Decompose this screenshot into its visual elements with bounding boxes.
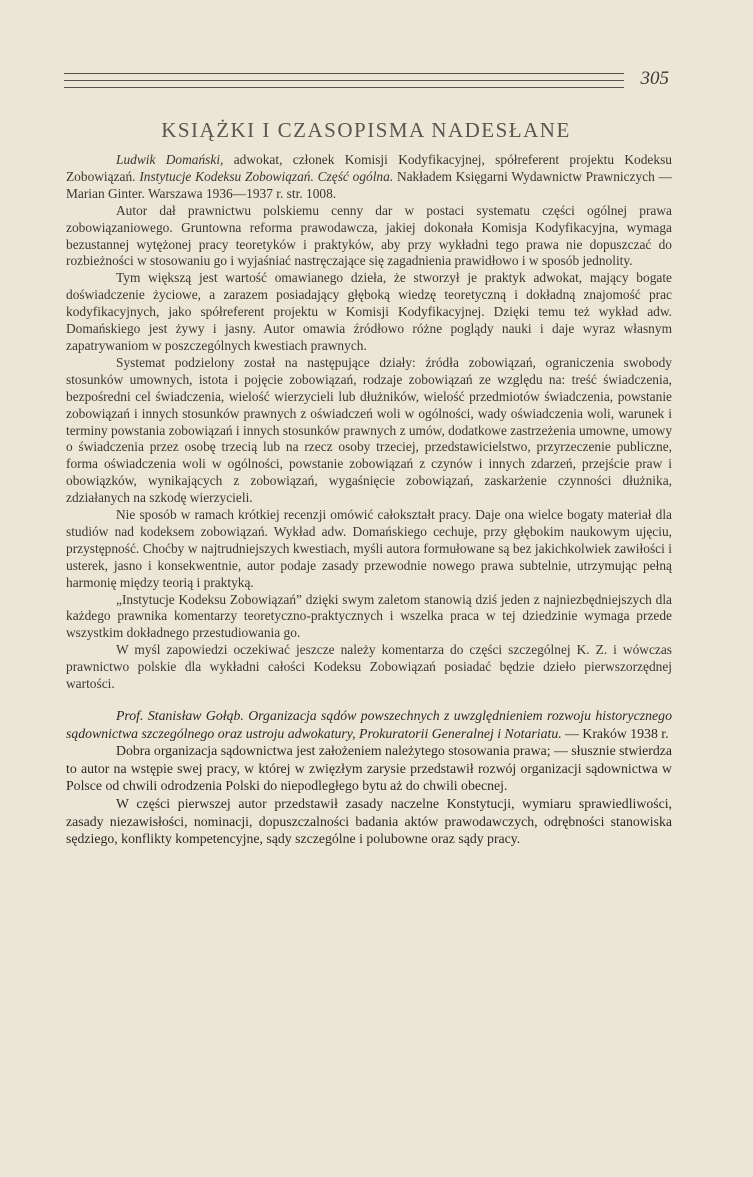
review-1-paragraph: W myśl zapowiedzi oczekiwać jeszcze należy komentarza do części szczególnej K. Z. i wówczas prawnictwo polskie dla wykładni całości Kodeksu Zobowiązań posiadać będzie dzieło pierwszorzędnej wartości. <box>66 642 672 692</box>
review-1-paragraph: Systemat podzielony został na następujące działy: źródła zobowiązań, ograniczenia swobody stosunków umownych, istota i pojęcie zobowiązań, rodzaje zobowiązań ze względu na: treść świadczenia, bezpośredni cel świadczenia, wielość wierzycieli lub dłużników, wielość przedmiotów świadczenia, powstanie zobowiązań i innych stosunków prawnych z oświadczeń woli w ogólności, wady oświadczenia woli, warunek i terminy powstania zobowiązań i innych stosunków prawnych z umów, dodatkowe zastrzeżenia umowne, umowy o świadczenia przez osobę trzecią lub na rzecz osoby trzeciej, przedstawicielstwo, przyrzeczenie publiczne, forma oświadczenia woli w ogólności, powstanie zobowiązań z czynów i innych zdarzeń, przejście praw i obowiązków, wynikających z zobowiązań, wygaśnięcie zobowiązań, zaskarżenie czynności dłużnika, zdziałanych na szkodę wierzycieli. <box>66 354 673 506</box>
review-2-citation <box>66 707 672 742</box>
page-number: 305 <box>640 68 669 89</box>
review-1-author-description: adwokat, członek Komisji Kodyfikacyjnej, spółreferent projektu Kodeksu Zobowiązań. <box>66 152 672 184</box>
review-1-book-title: Instytucje Kodeksu Zobowiązań. Część ogólna. <box>139 168 394 184</box>
review-2-book-title: Organizacja sądów powszechnych z uwzględnieniem rozwoju historycznego sądownictwa szczególnego oraz ustroju adwokatury, Prokuratorii Generalnej i Notariatu. <box>66 708 672 741</box>
review-1-paragraph: Autor dał prawnictwu polskiemu cenny dar w postaci systematu części ogólnej prawa zobowiązaniowego. Gruntowna reforma prawodawcza, jakiej dokonała Komisja Kodyfikacyjna, wymaga bezustannej wytężonej pracy teoretyków i praktyków, aby przy wykładni tego prawa nie dopuszczać do rozbieżności w stosowaniu go i wyjaśniać nastręczające się zagadnienia prawidłowo i w sposób jednolity. <box>66 202 672 269</box>
review-2-paragraph: W części pierwszej autor przedstawił zasady naczelne Konstytucji, wymiaru sprawiedliwości, zasady niezawisłości, nominacji, dopuszczalności badania aktów prawodawczych, odrębności stanowiska sędziego, konflikty kompetencyjne, sądy szczególne i polubowne oraz sądy pracy. <box>66 795 672 847</box>
review-2-publication: — Kraków 1938 r. <box>561 725 669 741</box>
text-column <box>66 152 672 848</box>
review-2 <box>66 707 672 848</box>
review-2-paragraph: Dobra organizacja sądownictwa jest założeniem należytego stosowania prawa; — słusznie stwierdza to autor na wstępie swej pracy, w której w zwięzłym zarysie przedstawił rozwój organizacji sądownictwa w Polsce od chwili odrodzenia Polski do niepodległego bytu aż do chwili obecnej. <box>66 743 673 794</box>
section-title: KSIĄŻKI I CZASOPISMA NADESŁANE <box>161 118 571 142</box>
review-1-citation <box>66 152 672 203</box>
review-1-publication: Nakładem Księgarni Wydawnictw Prawniczych — Marian Ginter. Warszawa 1936—1937 r. str. 1008. <box>66 168 672 201</box>
review-separator <box>66 693 672 707</box>
review-1-author: Ludwik Domański, <box>116 152 224 167</box>
header-rule <box>64 80 624 81</box>
review-1-paragraph: Tym większą jest wartość omawianego dzieła, że stworzył je praktyk adwokat, mający bogate doświadczenie życiowe, a zarazem posiadający głęboką wiedzę teoretyczną i dokładną znajomość prac kodyfikacyjnych, jako spółreferent projektu w Komisji Kodyfikacyjnej. Dzięki temu też wykład adw. Domańskiego jest żywy i jasny. Autor omawia źródłowo różne poglądy nauki i daje wyraz własnym zapatrywaniom w poszczególnych kwestiach prawnych. <box>66 270 672 353</box>
header-rule <box>64 87 624 88</box>
review-2-author: Prof. Stanisław Gołąb. <box>116 708 244 723</box>
header-rule <box>64 73 624 74</box>
review-1-paragraph: Nie sposób w ramach krótkiej recenzji omówić całokształt pracy. Daje ona wielce bogaty materiał dla studiów nad kodeksem zobowiązań. Wykład adw. Domańskiego cechuje, przy głębokim naukowym ujęciu, przystępność. Choćby w najtrudniejszych kwestiach, myśli autora formułowane są bez jakichkolwiek zawiłości i usterek, jasno i konsekwentnie, autor podaje zasady przewodnie nowego prawa subtelnie, utrzymując pełną harmonię między teorią i praktyką. <box>66 507 672 590</box>
review-1-paragraph: „Instytucje Kodeksu Zobowiązań” dzięki swym zaletom stanowią dziś jeden z najniezbędniejszych dla każdego prawnika komentarzy teoretyczno-praktycznych i wszelka praca w tej dziedzinie wymaga przede wszystkim dokładnego przestudiowania go. <box>66 591 672 641</box>
